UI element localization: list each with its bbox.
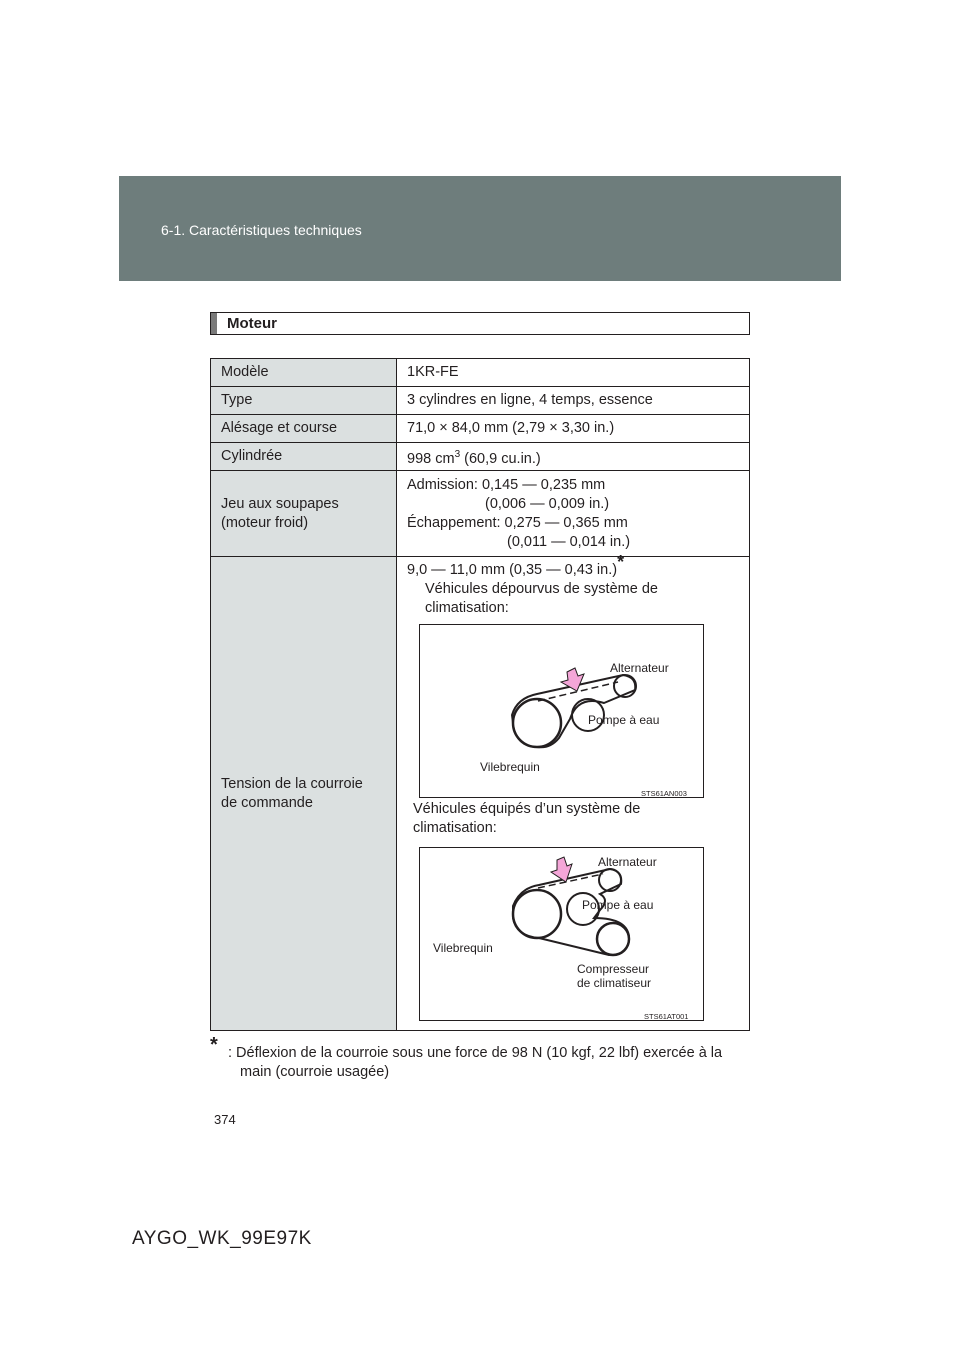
label-crankshaft: Vilebrequin bbox=[480, 760, 540, 774]
belt-diagram-no-ac bbox=[419, 624, 704, 798]
displacement-value-inches: (60,9 cu.in.) bbox=[460, 450, 541, 467]
table-row bbox=[211, 387, 750, 415]
label-alternator: Alternateur bbox=[598, 855, 657, 869]
diagram-code: STS61AT001 bbox=[644, 1012, 689, 1021]
footnote-line-1: : Déflexion de la courroie sous une force de 98 N (10 kgf, 22 lbf) exercée à la bbox=[228, 1045, 723, 1061]
row-value: 3 cylindres en ligne, 4 temps, essence bbox=[397, 387, 750, 415]
chapter-header bbox=[119, 176, 841, 281]
row-label: Modèle bbox=[211, 359, 397, 387]
valve-label-line-1: Jeu aux soupapes bbox=[221, 495, 339, 512]
valve-label-line-2: (moteur froid) bbox=[221, 514, 309, 531]
label-compressor-line-2: de climatiseur bbox=[577, 976, 652, 990]
tension-text bbox=[407, 552, 658, 618]
diagram-code: STS61AN003 bbox=[641, 789, 687, 798]
displacement-exponent: 3 bbox=[454, 448, 461, 460]
table-row bbox=[211, 557, 750, 1031]
case1-line-1: Véhicules dépourvus de système de bbox=[425, 581, 658, 597]
tension-label-line-1: Tension de la courroie bbox=[221, 775, 363, 792]
section-title bbox=[210, 312, 750, 335]
label-water-pump: Pompe à eau bbox=[588, 713, 660, 727]
chapter-title: 6-1. Caractéristiques techniques bbox=[161, 222, 362, 238]
row-label: Type bbox=[211, 387, 397, 415]
displacement-value: 998 cm bbox=[407, 450, 455, 467]
row-label bbox=[211, 471, 397, 557]
case2-line-2: climatisation: bbox=[413, 820, 497, 836]
footnote-text bbox=[228, 1044, 750, 1082]
row-label: Alésage et course bbox=[211, 415, 397, 443]
row-value bbox=[397, 471, 750, 557]
page-number: 374 bbox=[214, 1112, 236, 1127]
row-value: 1KR-FE bbox=[397, 359, 750, 387]
engine-spec-table bbox=[210, 358, 750, 1031]
valve-exhaust: Échappement: 0,275 — 0,365 mm bbox=[407, 514, 628, 531]
row-value: 71,0 × 84,0 mm (2,79 × 3,30 in.) bbox=[397, 415, 750, 443]
label-water-pump: Pompe à eau bbox=[582, 898, 654, 912]
belt-diagram-svg bbox=[420, 625, 703, 797]
case1-line-2: climatisation: bbox=[425, 600, 509, 616]
footnote-line-2: main (courroie usagée) bbox=[240, 1064, 390, 1080]
belt-diagram-svg bbox=[420, 848, 703, 1020]
table-row bbox=[211, 443, 750, 471]
footnote-marker: * bbox=[617, 552, 625, 572]
row-value bbox=[397, 443, 750, 471]
row-label bbox=[211, 557, 397, 1031]
footnote-star: * bbox=[210, 1034, 218, 1056]
case2-caption bbox=[413, 800, 640, 838]
label-alternator: Alternateur bbox=[610, 661, 669, 675]
table-row bbox=[211, 415, 750, 443]
section-title-bar bbox=[211, 313, 217, 334]
table-row bbox=[211, 471, 750, 557]
row-value bbox=[397, 552, 750, 1031]
document-id: AYGO_WK_99E97K bbox=[132, 1228, 312, 1249]
row-label: Cylindrée bbox=[211, 443, 397, 471]
valve-intake-inches: (0,006 — 0,009 in.) bbox=[485, 495, 610, 512]
section-title-text: Moteur bbox=[227, 315, 277, 332]
table-row bbox=[211, 359, 750, 387]
tension-label-line-2: de commande bbox=[221, 794, 313, 811]
valve-exhaust-inches: (0,011 — 0,014 in.) bbox=[507, 533, 631, 550]
tension-value: 9,0 — 11,0 mm (0,35 — 0,43 in.) bbox=[407, 562, 618, 578]
label-compressor-line-1: Compresseur bbox=[577, 962, 650, 976]
belt-deflection-line bbox=[538, 874, 603, 888]
valve-intake: Admission: 0,145 — 0,235 mm bbox=[407, 476, 606, 493]
belt-diagram-with-ac bbox=[419, 847, 704, 1021]
label-crankshaft: Vilebrequin bbox=[433, 941, 493, 955]
case2-line-1: Véhicules équipés d’un système de bbox=[413, 801, 641, 817]
